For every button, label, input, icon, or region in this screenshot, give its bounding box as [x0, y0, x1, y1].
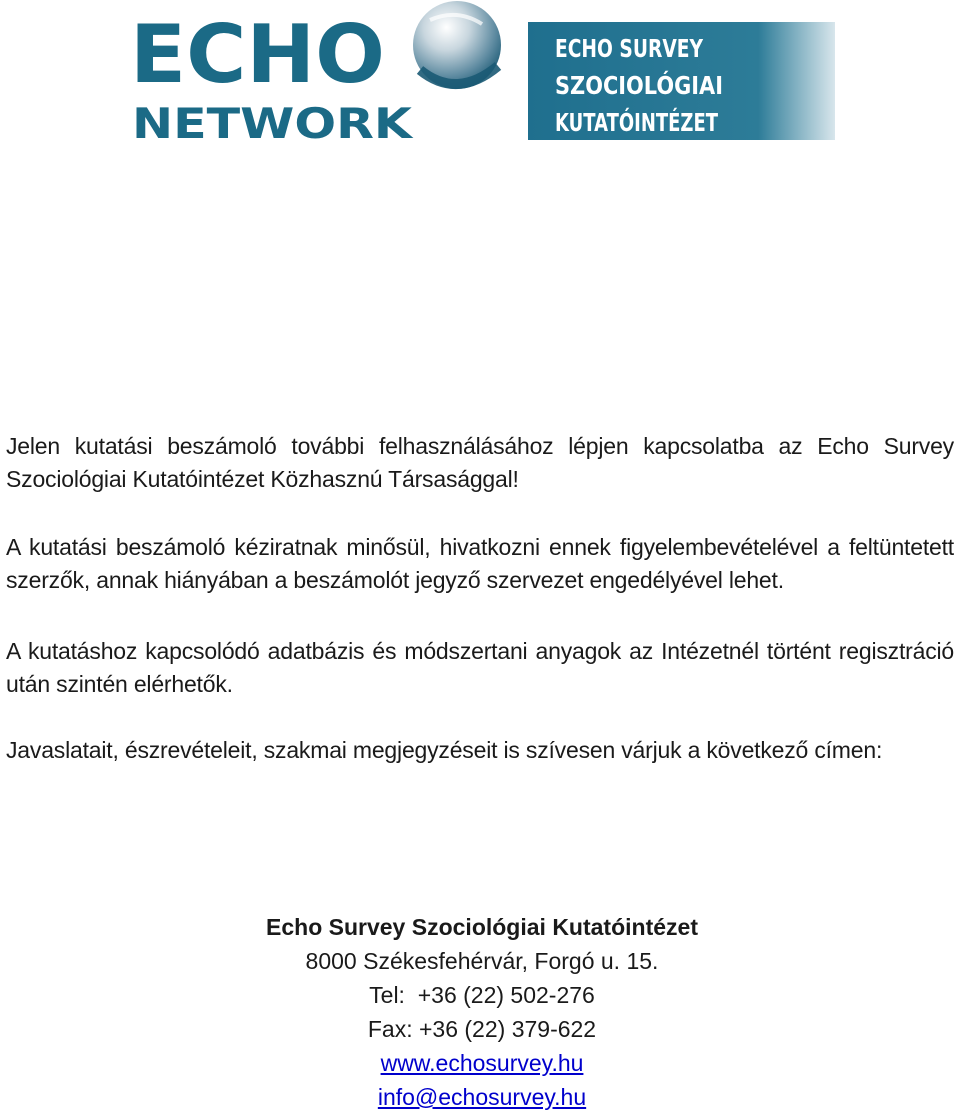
paragraph-manuscript-notice: A kutatási beszámoló kéziratnak minősül, hivatkozni ennek figyelembevételével a feltüntetett szerzők, annak hiányában a beszámolót jegyző szervezet engedélyével lehet.	[6, 534, 954, 593]
contact-address: 8000 Székesfehérvár, Forgó u. 15.	[305, 948, 659, 974]
contact-fax: Fax: +36 (22) 379-622	[367, 1016, 597, 1042]
contact-org-name: Echo Survey Szociológiai Kutatóintézet	[266, 914, 698, 940]
logo-panel-line-2: SZOCIOLÓGIAI	[555, 71, 757, 100]
logo-network-text: NETWORK	[132, 99, 414, 145]
logo-panel-line-3: KUTATÓINTÉZET	[555, 108, 782, 137]
contact-block	[0, 910, 960, 1114]
logo-echo-text: ECHO	[130, 8, 385, 101]
logo-panel-line-1: ECHO SURVEY	[555, 34, 704, 63]
contact-phone: Tel: +36 (22) 502-276	[369, 982, 595, 1008]
logo-graphic	[130, 0, 835, 145]
contact-email-link[interactable]: info@echosurvey.hu	[377, 1084, 587, 1110]
echo-network-logo	[130, 0, 835, 145]
contact-website-link[interactable]: www.echosurvey.hu	[380, 1050, 584, 1076]
paragraph-feedback-invite: Javaslatait, észrevételeit, szakmai megjegyzéseit is szívesen várjuk a következő címen:	[6, 737, 883, 763]
paragraph-usage-notice: Jelen kutatási beszámoló további felhasználásához lépjen kapcsolatba az Echo Survey Szociológiai Kutatóintézet Közhasznú Társasággal!	[6, 433, 954, 492]
paragraph-database-notice: A kutatáshoz kapcsolódó adatbázis és módszertani anyagok az Intézetnél történt regisztráció után szintén elérhetők.	[6, 638, 954, 697]
